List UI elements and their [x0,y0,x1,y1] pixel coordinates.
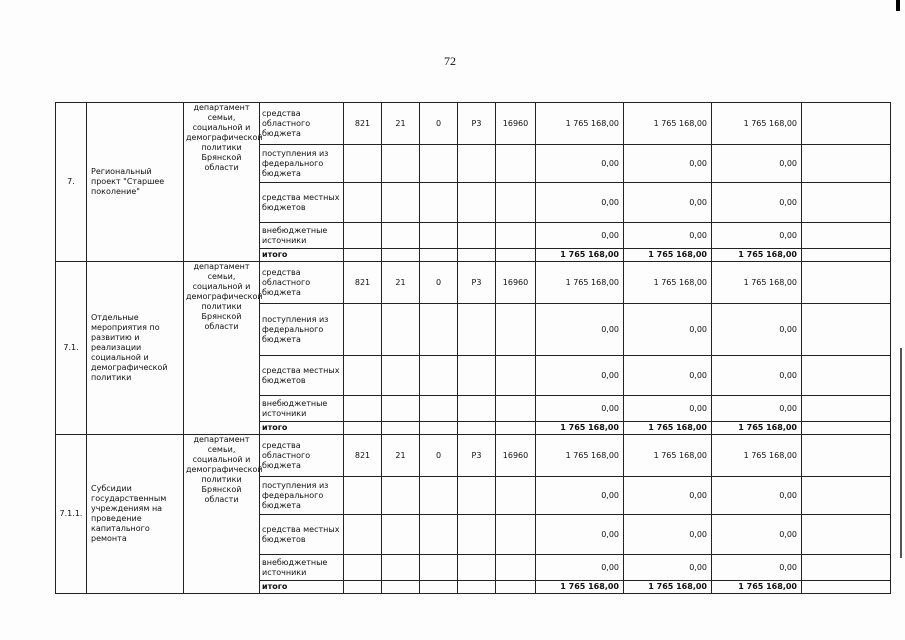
empty-cell [802,435,891,477]
empty-cell [458,422,496,435]
amount-year-1: 1 765 168,00 [536,262,624,304]
total-year-3: 1 765 168,00 [712,422,802,435]
sub-code [420,356,458,396]
funding-source: средства областного бюджета [260,103,344,145]
empty-cell [802,304,891,356]
funding-source: средства областного бюджета [260,435,344,477]
funding-source: внебюджетные источники [260,555,344,581]
section-number: 7.1. [56,262,87,435]
sub-code [420,304,458,356]
amount-year-1: 0,00 [536,515,624,555]
sub-code: 0 [420,435,458,477]
total-label: итого [260,581,344,594]
project-code [458,304,496,356]
empty-cell [802,262,891,304]
empty-cell [802,515,891,555]
budget-table-body [56,103,891,594]
direction-code [496,555,536,581]
empty-cell [802,223,891,249]
grbs-code [344,304,382,356]
empty-cell [496,581,536,594]
amount-year-3: 1 765 168,00 [712,103,802,145]
amount-year-3: 0,00 [712,477,802,515]
program-code [382,477,420,515]
program-code: 21 [382,262,420,304]
program-code: 21 [382,435,420,477]
budget-table [55,102,891,594]
program-code: 21 [382,103,420,145]
project-code [458,356,496,396]
amount-year-2: 0,00 [624,396,712,422]
project-code: P3 [458,435,496,477]
amount-year-2: 1 765 168,00 [624,262,712,304]
program-code [382,304,420,356]
amount-year-1: 0,00 [536,183,624,223]
amount-year-1: 0,00 [536,304,624,356]
amount-year-2: 0,00 [624,555,712,581]
total-year-1: 1 765 168,00 [536,249,624,262]
program-code [382,515,420,555]
direction-code [496,396,536,422]
table-row [56,435,891,477]
total-year-2: 1 765 168,00 [624,581,712,594]
page-number: 72 [444,54,456,68]
amount-year-1: 0,00 [536,396,624,422]
grbs-code [344,515,382,555]
amount-year-3: 0,00 [712,356,802,396]
amount-year-3: 0,00 [712,304,802,356]
amount-year-1: 0,00 [536,223,624,249]
project-code [458,183,496,223]
sub-code [420,477,458,515]
program-code [382,356,420,396]
amount-year-1: 1 765 168,00 [536,103,624,145]
direction-code [496,145,536,183]
section-name: Отдельные мероприятия по развитию и реализации социальной и демографической политики [87,262,184,435]
project-code [458,515,496,555]
total-year-2: 1 765 168,00 [624,249,712,262]
program-code [382,396,420,422]
section-number: 7.1.1. [56,435,87,594]
empty-cell [382,581,420,594]
scan-corner-mark [896,0,900,11]
sub-code [420,223,458,249]
empty-cell [458,249,496,262]
grbs-code [344,183,382,223]
section-name: Региональный проект "Старшее поколение" [87,103,184,262]
amount-year-2: 0,00 [624,223,712,249]
empty-cell [458,581,496,594]
funding-source: внебюджетные источники [260,223,344,249]
responsible-department: департамент семьи, социальной и демографической политики Брянской области [184,435,260,594]
table-row [56,262,891,304]
sub-code [420,145,458,183]
direction-code: 16960 [496,262,536,304]
empty-cell [496,249,536,262]
funding-source: поступления из федерального бюджета [260,145,344,183]
project-code [458,223,496,249]
empty-cell [802,183,891,223]
amount-year-2: 0,00 [624,183,712,223]
direction-code [496,183,536,223]
direction-code [496,304,536,356]
empty-cell [802,145,891,183]
grbs-code [344,145,382,183]
amount-year-3: 0,00 [712,183,802,223]
total-label: итого [260,422,344,435]
amount-year-1: 0,00 [536,356,624,396]
amount-year-1: 0,00 [536,145,624,183]
empty-cell [420,422,458,435]
responsible-department: департамент семьи, социальной и демографической политики Брянской области [184,262,260,435]
grbs-code [344,396,382,422]
empty-cell [802,422,891,435]
total-year-2: 1 765 168,00 [624,422,712,435]
project-code [458,477,496,515]
amount-year-2: 0,00 [624,145,712,183]
direction-code [496,515,536,555]
table-row [56,103,891,145]
amount-year-2: 0,00 [624,304,712,356]
project-code [458,555,496,581]
section-name: Субсидии государственным учреждениям на проведение капитального ремонта [87,435,184,594]
empty-cell [382,249,420,262]
program-code [382,555,420,581]
empty-cell [382,422,420,435]
program-code [382,145,420,183]
amount-year-3: 1 765 168,00 [712,435,802,477]
grbs-code: 821 [344,103,382,145]
sub-code [420,515,458,555]
funding-source: поступления из федерального бюджета [260,477,344,515]
amount-year-1: 1 765 168,00 [536,435,624,477]
funding-source: средства местных бюджетов [260,356,344,396]
empty-cell [802,103,891,145]
grbs-code [344,356,382,396]
amount-year-3: 1 765 168,00 [712,262,802,304]
amount-year-3: 0,00 [712,145,802,183]
empty-cell [344,581,382,594]
total-year-1: 1 765 168,00 [536,422,624,435]
sub-code [420,555,458,581]
project-code: P3 [458,103,496,145]
amount-year-3: 0,00 [712,515,802,555]
empty-cell [802,396,891,422]
amount-year-1: 0,00 [536,477,624,515]
direction-code [496,223,536,249]
amount-year-3: 0,00 [712,555,802,581]
responsible-department: департамент семьи, социальной и демографической политики Брянской области [184,103,260,262]
empty-cell [344,422,382,435]
amount-year-3: 0,00 [712,396,802,422]
direction-code: 16960 [496,435,536,477]
grbs-code: 821 [344,262,382,304]
sub-code [420,396,458,422]
funding-source: внебюджетные источники [260,396,344,422]
amount-year-1: 0,00 [536,555,624,581]
direction-code [496,477,536,515]
section-number: 7. [56,103,87,262]
amount-year-2: 0,00 [624,356,712,396]
amount-year-2: 1 765 168,00 [624,435,712,477]
sub-code [420,183,458,223]
amount-year-2: 0,00 [624,477,712,515]
grbs-code: 821 [344,435,382,477]
direction-code [496,356,536,396]
scan-edge-line [900,348,902,558]
amount-year-2: 0,00 [624,515,712,555]
grbs-code [344,555,382,581]
project-code [458,396,496,422]
funding-source: средства областного бюджета [260,262,344,304]
total-year-1: 1 765 168,00 [536,581,624,594]
empty-cell [344,249,382,262]
empty-cell [420,581,458,594]
program-code [382,183,420,223]
empty-cell [802,249,891,262]
empty-cell [802,555,891,581]
funding-source: средства местных бюджетов [260,515,344,555]
empty-cell [496,422,536,435]
empty-cell [802,477,891,515]
total-label: итого [260,249,344,262]
project-code [458,145,496,183]
sub-code: 0 [420,103,458,145]
amount-year-2: 1 765 168,00 [624,103,712,145]
total-year-3: 1 765 168,00 [712,249,802,262]
funding-source: поступления из федерального бюджета [260,304,344,356]
empty-cell [802,581,891,594]
total-year-3: 1 765 168,00 [712,581,802,594]
sub-code: 0 [420,262,458,304]
project-code: P3 [458,262,496,304]
empty-cell [802,356,891,396]
program-code [382,223,420,249]
grbs-code [344,223,382,249]
funding-source: средства местных бюджетов [260,183,344,223]
amount-year-3: 0,00 [712,223,802,249]
direction-code: 16960 [496,103,536,145]
empty-cell [420,249,458,262]
grbs-code [344,477,382,515]
